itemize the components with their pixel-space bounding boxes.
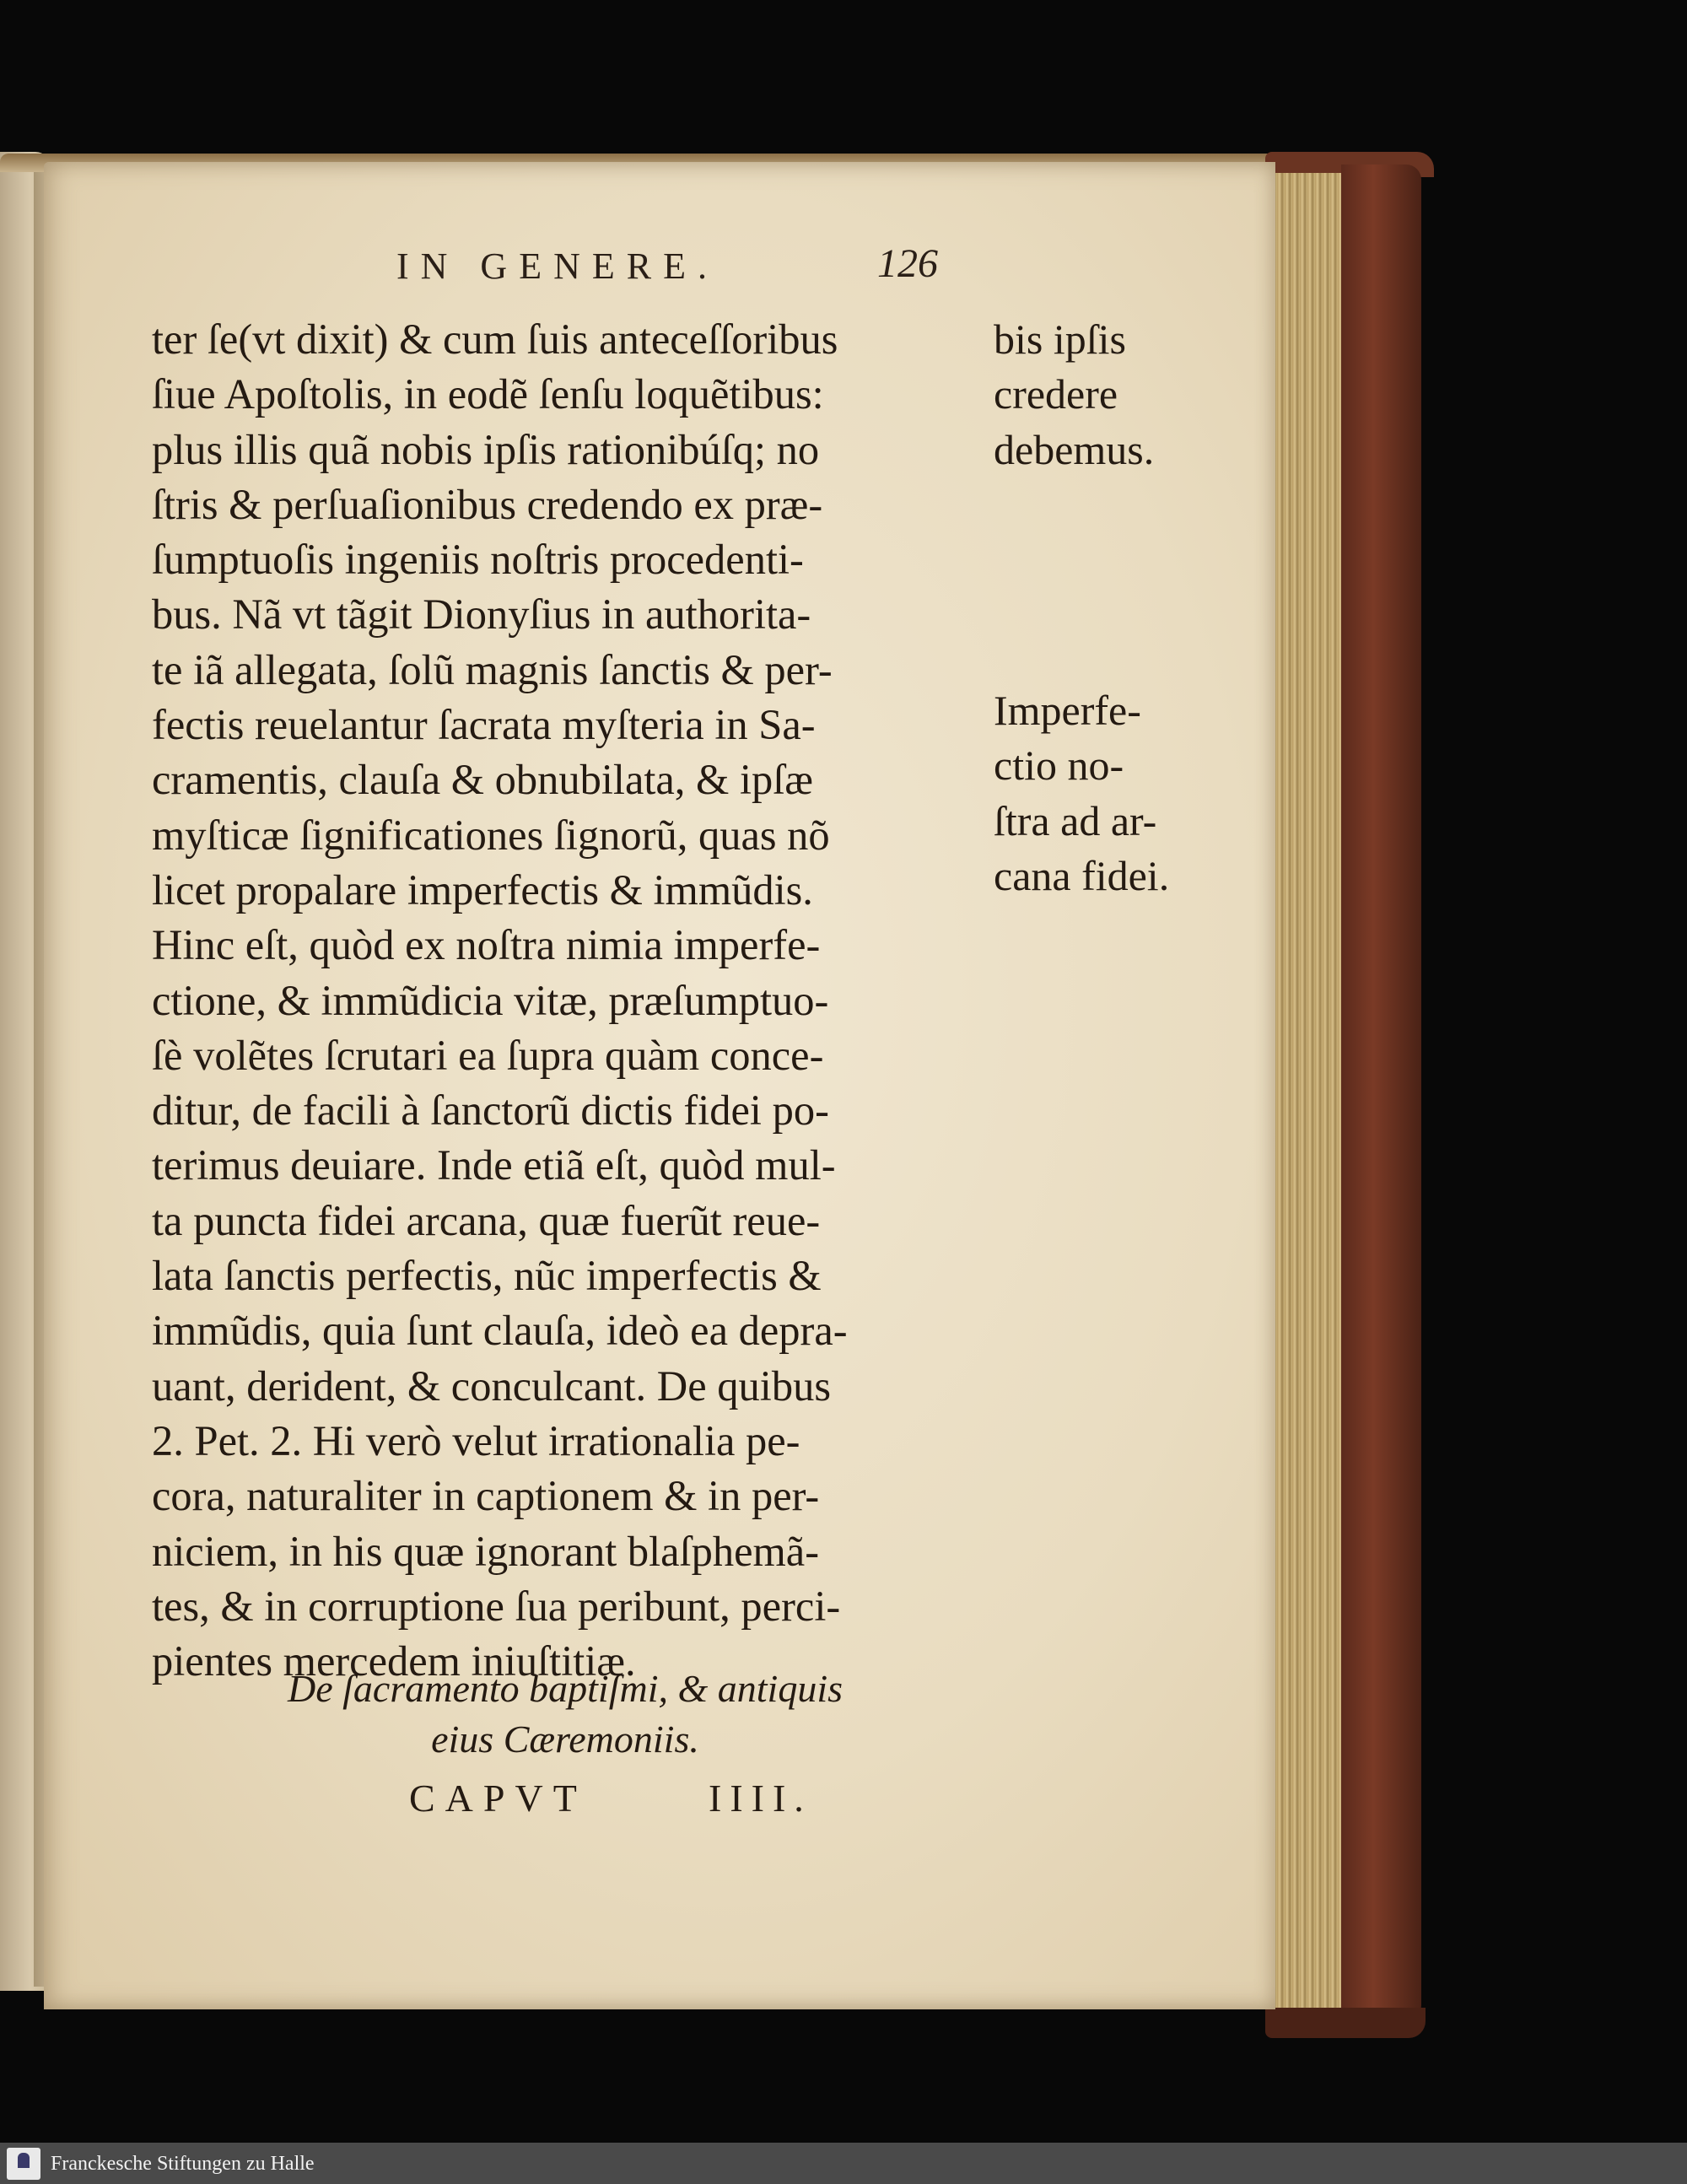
- margin-note-line: Imperfe-: [994, 687, 1141, 734]
- chapter-title-line-1: De ſacramento baptiſmi, & antiquis: [287, 1667, 843, 1710]
- margin-note-1: [994, 312, 1213, 477]
- text-line: ta puncta fidei arcana, quæ fuerũt reue-: [152, 1196, 821, 1244]
- text-line: fectis reuelantur ſacrata myſteria in Sa-: [152, 701, 816, 749]
- text-line: tes, & in corruptione ſua peribunt, perci-: [152, 1582, 841, 1630]
- margin-note-line: ſtra ad ar-: [994, 796, 1157, 844]
- running-head: IN GENERE.: [396, 245, 719, 287]
- text-line: niciem, in his quæ ignorant blaſphemã-: [152, 1527, 820, 1575]
- margin-note-line: debemus.: [994, 425, 1155, 473]
- text-line: ſumptuoſis ingeniis noſtris procedenti-: [152, 536, 804, 584]
- margin-note-line: bis ipſis: [994, 315, 1126, 363]
- page-number: 126: [877, 241, 938, 286]
- text-line: pientes mercedem iniuſtitiæ.: [152, 1637, 636, 1685]
- margin-note-line: credere: [994, 370, 1118, 418]
- text-line: Hinc eſt, quòd ex noſtra nimia imperfe-: [152, 921, 821, 969]
- text-line: bus. Nã vt tãgit Dionyſius in authorita-: [152, 590, 811, 639]
- cover-bottom: [1265, 2008, 1426, 2038]
- text-line: te iã allegata, ſolũ magnis ſanctis & per-: [152, 645, 833, 693]
- text-line: ditur, de facili à ſanctorũ dictis fidei po-: [152, 1087, 829, 1135]
- footer-bar: [0, 2143, 1687, 2184]
- text-line: plus illis quã nobis ipſis rationibúſq; no: [152, 425, 820, 473]
- fore-edge: [1269, 173, 1350, 2020]
- text-line: ſè volẽtes ſcrutari ea ſupra quàm conce-: [152, 1031, 824, 1079]
- text-line: lata ſanctis perfectis, nũc imperfectis &: [152, 1252, 822, 1300]
- text-line: cora, naturaliter in captionem & in per-: [152, 1472, 820, 1520]
- text-line: terimus deuiare. Inde etiã eſt, quòd mul-: [152, 1141, 836, 1189]
- margin-note-line: cana fidei.: [994, 851, 1170, 899]
- chapter-label: CAPVT: [409, 1777, 587, 1820]
- text-line: ctione, & immũdicia vitæ, præſumptuo-: [152, 976, 829, 1024]
- leather-cover: [1341, 164, 1421, 2020]
- text-line: ſiue Apoſtolis, in eodẽ ſenſu loquẽtibus:: [152, 370, 824, 418]
- text-line: 2. Pet. 2. Hi verò velut irrationalia pe-: [152, 1416, 800, 1464]
- chapter-number: IIII.: [709, 1777, 812, 1820]
- margin-note-2: [994, 683, 1213, 903]
- text-line: uant, derident, & conculcant. De quibus: [152, 1362, 831, 1410]
- chapter-title-line-2: eius Cæremoniis.: [431, 1718, 699, 1761]
- text-line: myſticæ ſignificationes ſignorũ, quas nõ: [152, 811, 830, 859]
- footer-institution-name: Franckesche Stiftungen zu Halle: [51, 2153, 315, 2175]
- margin-note-line: ctio no-: [994, 741, 1124, 790]
- text-line: ſtris & perſuaſionibus credendo ex præ-: [152, 480, 823, 528]
- text-line: licet propalare imperfectis & immũdis.: [152, 866, 813, 914]
- institution-logo-icon: [7, 2148, 40, 2180]
- text-line: cramentis, clauſa & obnubilata, & ipſæ: [152, 756, 813, 804]
- body-text: [152, 312, 978, 1689]
- text-line: immũdis, quia ſunt clauſa, ideò ea depra-: [152, 1307, 848, 1355]
- text-line: ter ſe(vt dixit) & cum ſuis anteceſſoribus: [152, 315, 838, 363]
